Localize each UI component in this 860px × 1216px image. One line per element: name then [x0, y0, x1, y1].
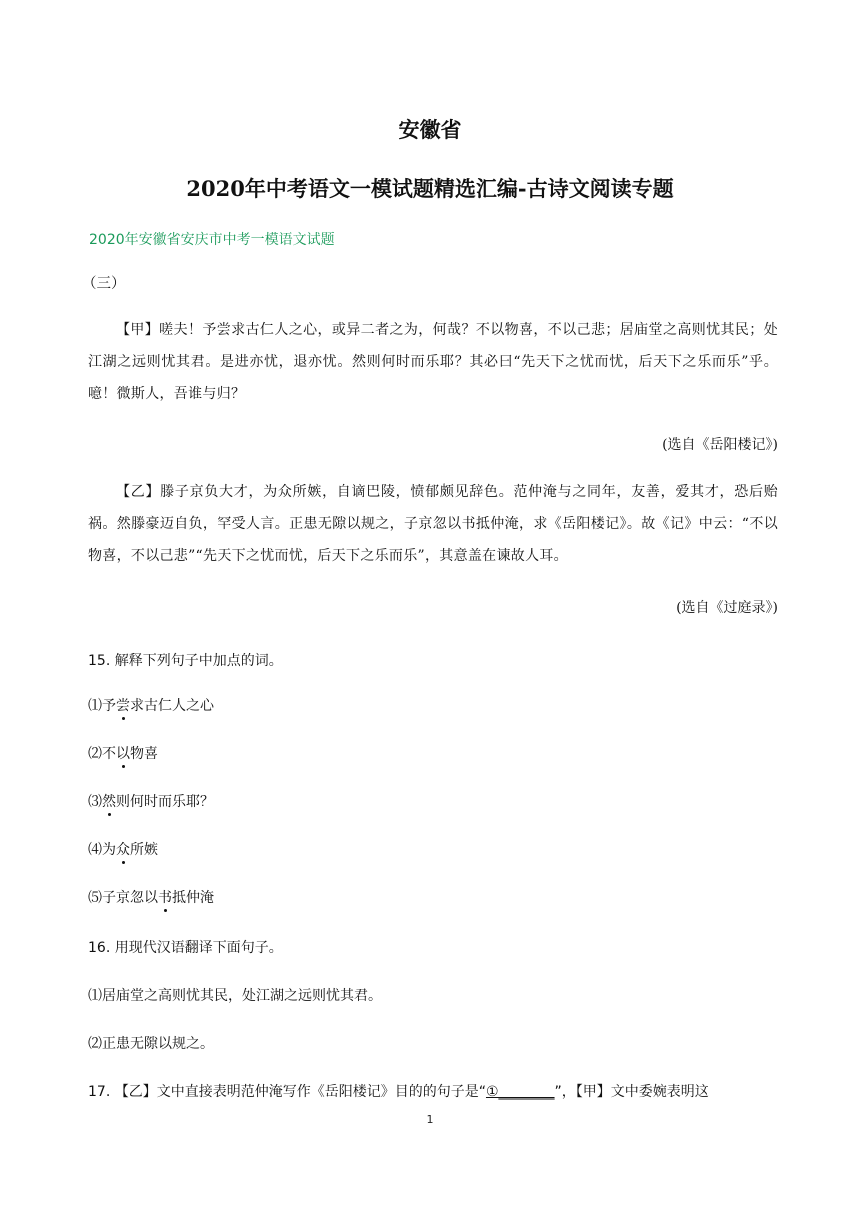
- answer-blank[interactable]: ①________: [485, 1084, 555, 1100]
- question-16-item: ⑴居庙堂之高则忧其民，处江湖之远则忧其君。: [88, 988, 382, 1004]
- dotted-word: 以: [116, 743, 130, 763]
- question-15-item: [88, 791, 214, 811]
- question-17: [88, 1081, 709, 1101]
- item-text: 则何时而乐耶？: [116, 794, 214, 810]
- passage-b-citation: (选自《过庭录》): [676, 600, 778, 616]
- dotted-word: 书: [158, 887, 172, 907]
- item-text: 所嫉: [130, 842, 158, 858]
- item-text: ⑴予: [88, 698, 116, 714]
- item-text: ⑷为: [88, 842, 116, 858]
- question-15-item: [88, 743, 158, 763]
- dotted-word: 然: [102, 791, 116, 811]
- section-label: （三）: [82, 276, 126, 292]
- question-15-item: [88, 695, 214, 715]
- dotted-word: 众: [116, 839, 130, 859]
- question-15-item: [88, 839, 158, 859]
- question-15-item: [88, 887, 214, 907]
- document-title: 2020年中考语文一模试题精选汇编-古诗文阅读专题: [186, 176, 674, 201]
- item-text: ⑶: [88, 794, 102, 810]
- item-text: ⑸子京忽以: [88, 890, 158, 906]
- item-text: ⑵不: [88, 746, 116, 762]
- passage-a: 【甲】嗟夫！予尝求古仁人之心，或异二者之为，何哉？不以物喜，不以己悲；居庙堂之高则忧其民；处江湖之远则忧其君。是进亦忧，退亦忧。然则何时而乐耶？其必曰“先天下之忧而忧，后天下之乐而乐”乎。噫！微斯人，吾谁与归？: [88, 322, 778, 402]
- item-text: 物喜: [130, 746, 158, 762]
- question-17-text: 17. 【乙】文中直接表明范仲淹写作《岳阳楼记》目的的句子是“: [88, 1084, 486, 1100]
- dotted-word: 尝: [116, 695, 130, 715]
- item-text: 求古仁人之心: [130, 698, 214, 714]
- question-17-text: ”，【甲】文中委婉表明这: [554, 1084, 709, 1100]
- province-title: 安徽省: [398, 117, 462, 142]
- item-text: 抵仲淹: [172, 890, 214, 906]
- passage-b: 【乙】滕子京负大才，为众所嫉，自谪巴陵，愤郁颇见辞色。范仲淹与之同年，友善，爱其才，恐后贻祸。然滕豪迈自负，罕受人言。正患无隙以规之，子京忽以书抵仲淹，求《岳阳楼记》。故《记》中云：“不以物喜，不以己悲”“先天下之忧而忧，后天下之乐而乐”，其意盖在谏故人耳。: [88, 484, 778, 564]
- passage-a-citation: (选自《岳阳楼记》): [662, 437, 778, 453]
- page-number: 1: [426, 1113, 434, 1126]
- question-16-stem: 16. 用现代汉语翻译下面句子。: [88, 940, 283, 956]
- source-label: 2020年安徽省安庆市中考一模语文试题: [89, 232, 335, 248]
- question-16-item: ⑵正患无隙以规之。: [88, 1036, 214, 1052]
- question-15-stem: 15. 解释下列句子中加点的词。: [88, 653, 283, 669]
